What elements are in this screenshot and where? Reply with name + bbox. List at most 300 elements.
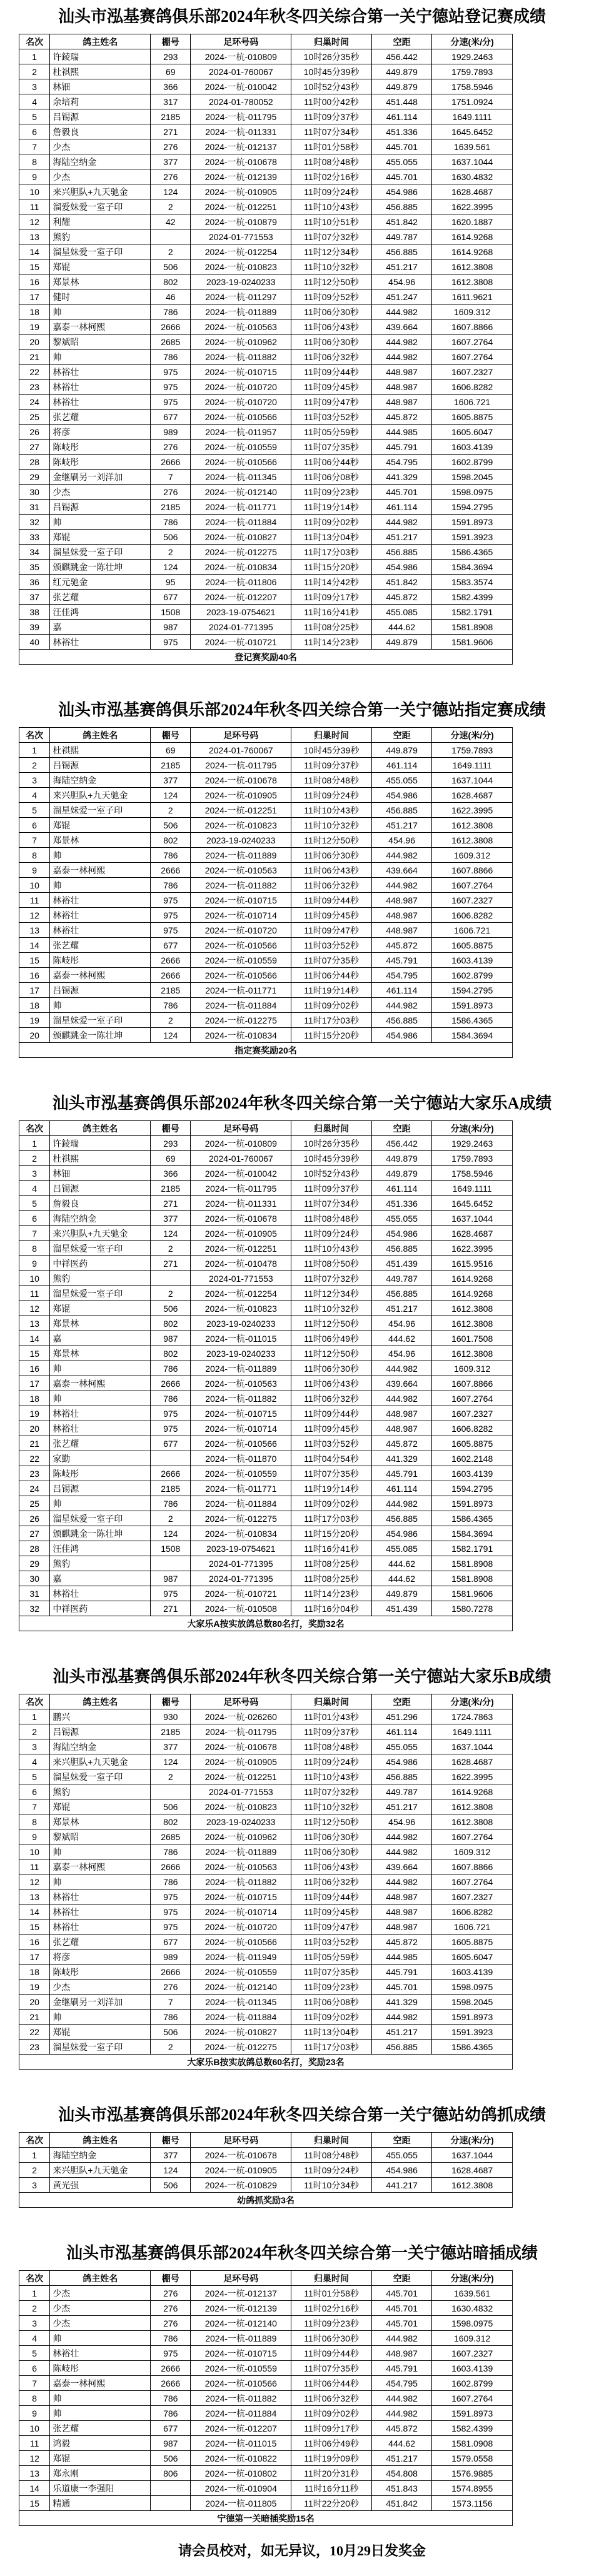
results-table bbox=[19, 1120, 513, 1631]
table-cell: 11时10分32秒 bbox=[291, 259, 372, 274]
table-cell: 2024-01-771395 bbox=[191, 1571, 291, 1586]
table-cell: 461.114 bbox=[371, 758, 431, 773]
table-cell: 3 bbox=[19, 2316, 50, 2331]
table-cell: 2024-一杭-010823 bbox=[191, 818, 291, 833]
table-cell: 506 bbox=[151, 1301, 191, 1316]
table-cell: 786 bbox=[151, 848, 191, 863]
table-cell: 2666 bbox=[151, 1376, 191, 1391]
table-cell: 4 bbox=[19, 1181, 50, 1196]
table-cell: 445.872 bbox=[371, 1935, 431, 1950]
table-cell: 802 bbox=[151, 1346, 191, 1361]
table-cell: 吕锡源 bbox=[50, 983, 151, 998]
footer-row bbox=[19, 1043, 513, 1058]
table-cell: 11时08分48秒 bbox=[291, 154, 372, 169]
table-cell: 1 bbox=[19, 2148, 50, 2163]
table-cell: 10时45分39秒 bbox=[291, 743, 372, 758]
table-row bbox=[19, 1769, 513, 1784]
table-cell: 11时10分43秒 bbox=[291, 199, 372, 214]
table-cell: 124 bbox=[151, 788, 191, 803]
table-cell: 杜祺熙 bbox=[50, 743, 151, 758]
table-cell: 溜爱妹爱一室子印 bbox=[50, 199, 151, 214]
table-cell: 455.085 bbox=[371, 605, 431, 620]
table-cell: 1584.3694 bbox=[432, 560, 513, 575]
table-cell: 20 bbox=[19, 1421, 50, 1436]
table-row bbox=[19, 184, 513, 199]
table-cell: 2024-一杭-010566 bbox=[191, 410, 291, 425]
table-cell: 1606.8282 bbox=[432, 380, 513, 395]
table-cell: 11时07分32秒 bbox=[291, 1784, 372, 1799]
table-cell: 来兴胆队+九天驰金 bbox=[50, 1754, 151, 1769]
table-cell: 448.987 bbox=[371, 908, 431, 923]
table-cell: 989 bbox=[151, 425, 191, 440]
table-cell: 11时05分59秒 bbox=[291, 425, 372, 440]
table-cell: 少杰 bbox=[50, 2301, 151, 2316]
table-cell: 林裕壮 bbox=[50, 893, 151, 908]
table-cell: 20 bbox=[19, 1995, 50, 2010]
table-cell: 276 bbox=[151, 169, 191, 184]
table-cell: 29 bbox=[19, 1556, 50, 1571]
table-cell: 444.62 bbox=[371, 1571, 431, 1586]
table-cell: 2024-一杭-010721 bbox=[191, 635, 291, 650]
table-cell: 454.986 bbox=[371, 1754, 431, 1769]
table-cell: 456.885 bbox=[371, 1241, 431, 1256]
table-cell: 786 bbox=[151, 515, 191, 530]
table-cell: 11时06分32秒 bbox=[291, 2391, 372, 2406]
table-cell: 444.982 bbox=[371, 1361, 431, 1376]
table-row bbox=[19, 425, 513, 440]
table-cell: 2024-一杭-011870 bbox=[191, 1451, 291, 1466]
table-cell: 1603.4139 bbox=[432, 1965, 513, 1980]
table-cell: 中祥医药 bbox=[50, 1256, 151, 1271]
table-cell: 1582.1791 bbox=[432, 605, 513, 620]
table-cell: 22 bbox=[19, 2025, 50, 2040]
table-cell: 34 bbox=[19, 545, 50, 560]
table-cell: 溜星妹爱一室子印 bbox=[50, 2040, 151, 2055]
table-cell: 377 bbox=[151, 1211, 191, 1226]
table-row bbox=[19, 1346, 513, 1361]
table-cell: 熊豹 bbox=[50, 1271, 151, 1286]
table-row bbox=[19, 833, 513, 848]
table-cell: 456.885 bbox=[371, 545, 431, 560]
table-cell: 11时06分43秒 bbox=[291, 1859, 372, 1874]
table-cell: 677 bbox=[151, 590, 191, 605]
table-cell: 帅 bbox=[50, 1391, 151, 1406]
table-cell: 2024-一杭-011015 bbox=[191, 1331, 291, 1346]
table-cell: 林裕壮 bbox=[50, 2346, 151, 2361]
table-cell: 1628.4687 bbox=[432, 788, 513, 803]
column-header: 名次 bbox=[19, 728, 50, 743]
table-cell: 2024-一杭-012275 bbox=[191, 1013, 291, 1028]
table-cell: 1622.3995 bbox=[432, 803, 513, 818]
table-cell: 677 bbox=[151, 2421, 191, 2436]
table-cell: 11时12分34秒 bbox=[291, 1286, 372, 1301]
table-cell: 11时06分30秒 bbox=[291, 1361, 372, 1376]
table-cell: 2024-一杭-010563 bbox=[191, 863, 291, 878]
table-cell: 9 bbox=[19, 1256, 50, 1271]
table-cell: 1581.8908 bbox=[432, 1556, 513, 1571]
table-row bbox=[19, 2421, 513, 2436]
table-cell: 1598.0975 bbox=[432, 2316, 513, 2331]
table-cell: 海陆空纳金 bbox=[50, 1739, 151, 1754]
footer-row bbox=[19, 2193, 513, 2208]
table-cell: 2024-一杭-012139 bbox=[191, 169, 291, 184]
table-cell: 2185 bbox=[151, 1724, 191, 1739]
table-cell: 林裕壮 bbox=[50, 1889, 151, 1904]
table-cell: 1612.3808 bbox=[432, 833, 513, 848]
table-cell: 2024-一杭-011882 bbox=[191, 350, 291, 365]
table-cell: 2024-一杭-010559 bbox=[191, 2361, 291, 2376]
table-cell: 1649.1111 bbox=[432, 1724, 513, 1739]
table-cell: 1591.3923 bbox=[432, 2025, 513, 2040]
table-cell: 455.055 bbox=[371, 773, 431, 788]
table-cell: 276 bbox=[151, 485, 191, 500]
table-cell: 11时09分24秒 bbox=[291, 184, 372, 199]
table-row bbox=[19, 485, 513, 500]
table-cell: 42 bbox=[151, 214, 191, 229]
table-cell: 6 bbox=[19, 1211, 50, 1226]
table-cell: 456.885 bbox=[371, 199, 431, 214]
table-row bbox=[19, 2040, 513, 2055]
table-cell: 11时09分44秒 bbox=[291, 893, 372, 908]
table-cell: 32 bbox=[19, 515, 50, 530]
table-cell: 786 bbox=[151, 1496, 191, 1511]
table-cell: 7 bbox=[19, 2376, 50, 2391]
table-cell: 11时06分08秒 bbox=[291, 1995, 372, 2010]
table-row bbox=[19, 938, 513, 953]
column-header: 足环号码 bbox=[191, 1694, 291, 1709]
table-cell: 2024-一杭-012207 bbox=[191, 2421, 291, 2436]
table-row bbox=[19, 2346, 513, 2361]
table-cell: 1609.312 bbox=[432, 848, 513, 863]
table-cell: 454.986 bbox=[371, 2163, 431, 2178]
table-cell: 1582.4399 bbox=[432, 590, 513, 605]
column-header: 棚号 bbox=[151, 728, 191, 743]
table-cell: 1612.3808 bbox=[432, 274, 513, 289]
table-cell: 444.982 bbox=[371, 2331, 431, 2346]
table-row bbox=[19, 893, 513, 908]
table-row bbox=[19, 199, 513, 214]
table-cell: 1929.2463 bbox=[432, 49, 513, 64]
table-row bbox=[19, 878, 513, 893]
table-cell: 2024-一杭-010042 bbox=[191, 1166, 291, 1181]
table-cell: 8 bbox=[19, 1814, 50, 1829]
table-cell: 506 bbox=[151, 530, 191, 545]
table-cell: 2024-一杭-010905 bbox=[191, 1754, 291, 1769]
table-cell: 乐道康一李强阳 bbox=[50, 2481, 151, 2496]
table-cell: 张艺耀 bbox=[50, 1935, 151, 1950]
table-cell: 9 bbox=[19, 863, 50, 878]
table-cell: 1614.9268 bbox=[432, 1286, 513, 1301]
table-cell: 吕锡源 bbox=[50, 758, 151, 773]
table-cell: 11时09分47秒 bbox=[291, 923, 372, 938]
table-cell: 溜星妹爱一室子印 bbox=[50, 1286, 151, 1301]
table-row bbox=[19, 818, 513, 833]
table-cell: 2 bbox=[19, 758, 50, 773]
table-cell: 溜星妹爱一室子印 bbox=[50, 545, 151, 560]
table-cell: 11时02分16秒 bbox=[291, 169, 372, 184]
table-cell: 8 bbox=[19, 154, 50, 169]
table-cell: 溜星妹爱一室子印 bbox=[50, 244, 151, 259]
column-header: 名次 bbox=[19, 34, 50, 49]
table-cell: 11时14分23秒 bbox=[291, 1586, 372, 1601]
table-cell: 鸿毅 bbox=[50, 2436, 151, 2451]
table-cell: 11时06分08秒 bbox=[291, 470, 372, 485]
table-cell: 1598.2045 bbox=[432, 1995, 513, 2010]
column-header: 棚号 bbox=[151, 34, 191, 49]
table-cell: 1606.8282 bbox=[432, 908, 513, 923]
table-cell: 6 bbox=[19, 2361, 50, 2376]
table-cell: 7 bbox=[19, 1226, 50, 1241]
section-gap bbox=[0, 2070, 604, 2098]
table-cell: 19 bbox=[19, 1406, 50, 1421]
table-cell: 6 bbox=[19, 1784, 50, 1799]
table-cell: 1639.561 bbox=[432, 139, 513, 154]
table-row bbox=[19, 229, 513, 244]
table-cell: 家勤 bbox=[50, 1451, 151, 1466]
table-cell: 1574.8955 bbox=[432, 2481, 513, 2496]
table-cell: 1 bbox=[19, 743, 50, 758]
table-cell: 987 bbox=[151, 2436, 191, 2451]
table-cell: 21 bbox=[19, 1436, 50, 1451]
table-cell: 1586.4365 bbox=[432, 1013, 513, 1028]
table-cell: 1612.3808 bbox=[432, 818, 513, 833]
header-row bbox=[19, 2271, 513, 2286]
table-cell: 1605.8875 bbox=[432, 938, 513, 953]
table-cell: 276 bbox=[151, 2301, 191, 2316]
table-cell: 少杰 bbox=[50, 2286, 151, 2301]
table-cell: 颁麒跳金一陈壮坤 bbox=[50, 560, 151, 575]
table-cell: 2024-01-771395 bbox=[191, 1556, 291, 1571]
table-cell: 293 bbox=[151, 49, 191, 64]
table-cell: 2024-一杭-011795 bbox=[191, 1181, 291, 1196]
table-cell: 11 bbox=[19, 1286, 50, 1301]
table-cell: 11时09分52秒 bbox=[291, 289, 372, 304]
section-footer: 幼鸽抓奖励3名 bbox=[19, 2193, 513, 2208]
table-cell: 1622.3995 bbox=[432, 1769, 513, 1784]
column-header: 分速(米/分) bbox=[432, 2271, 513, 2286]
table-cell: 8 bbox=[19, 2391, 50, 2406]
table-cell: 451.217 bbox=[371, 818, 431, 833]
table-cell: 448.987 bbox=[371, 1406, 431, 1421]
table-cell: 1584.3694 bbox=[432, 1526, 513, 1541]
table-cell: 1586.4365 bbox=[432, 2040, 513, 2055]
table-cell: 377 bbox=[151, 1739, 191, 1754]
table-cell: 2024-一杭-010678 bbox=[191, 2148, 291, 2163]
table-cell: 13 bbox=[19, 1889, 50, 1904]
table-cell: 36 bbox=[19, 575, 50, 590]
table-row bbox=[19, 2025, 513, 2040]
table-row bbox=[19, 470, 513, 485]
table-cell: 1591.8973 bbox=[432, 2406, 513, 2421]
table-cell: 2024-一杭-012140 bbox=[191, 1980, 291, 1995]
column-header: 分速(米/分) bbox=[432, 34, 513, 49]
table-cell: 10时52分43秒 bbox=[291, 79, 372, 94]
table-row bbox=[19, 1451, 513, 1466]
table-cell: 1612.3808 bbox=[432, 1301, 513, 1316]
table-cell: 456.885 bbox=[371, 1286, 431, 1301]
table-row bbox=[19, 1211, 513, 1226]
column-header: 空距 bbox=[371, 728, 431, 743]
table-cell: 441.217 bbox=[371, 2178, 431, 2193]
table-cell: 2 bbox=[151, 199, 191, 214]
table-cell: 21 bbox=[19, 2010, 50, 2025]
table-row bbox=[19, 1331, 513, 1346]
table-row bbox=[19, 244, 513, 259]
table-cell: 448.987 bbox=[371, 380, 431, 395]
table-row bbox=[19, 380, 513, 395]
table-cell: 1620.1887 bbox=[432, 214, 513, 229]
table-cell: 975 bbox=[151, 1586, 191, 1601]
table-cell: 1607.2764 bbox=[432, 1874, 513, 1889]
table-cell: 1611.9621 bbox=[432, 289, 513, 304]
table-row bbox=[19, 998, 513, 1013]
table-cell: 439.664 bbox=[371, 1376, 431, 1391]
table-cell: 1609.312 bbox=[432, 2331, 513, 2346]
results-table bbox=[19, 34, 513, 665]
table-cell: 1579.0558 bbox=[432, 2451, 513, 2466]
table-cell: 11时06分32秒 bbox=[291, 878, 372, 893]
table-cell: 11时09分23秒 bbox=[291, 485, 372, 500]
table-cell: 林钿 bbox=[50, 1166, 151, 1181]
column-header: 棚号 bbox=[151, 2271, 191, 2286]
table-cell: 802 bbox=[151, 1814, 191, 1829]
table-cell: 11时10分34秒 bbox=[291, 2178, 372, 2193]
table-cell: 1573.1156 bbox=[432, 2496, 513, 2511]
table-cell: 786 bbox=[151, 2010, 191, 2025]
table-cell: 2024-一杭-011889 bbox=[191, 2331, 291, 2346]
column-header: 鸽主姓名 bbox=[50, 34, 151, 49]
table-cell: 帅 bbox=[50, 1874, 151, 1889]
table-row bbox=[19, 1028, 513, 1043]
table-row bbox=[19, 743, 513, 758]
table-cell: 454.96 bbox=[371, 274, 431, 289]
table-cell: 帅 bbox=[50, 2331, 151, 2346]
table-cell: 454.986 bbox=[371, 184, 431, 199]
table-cell: 红元驰金 bbox=[50, 575, 151, 590]
table-row bbox=[19, 635, 513, 650]
table-cell: 2024-一杭-011949 bbox=[191, 1950, 291, 1965]
table-cell: 帅 bbox=[50, 878, 151, 893]
table-cell: 2 bbox=[151, 1013, 191, 1028]
table-cell: 317 bbox=[151, 94, 191, 109]
table-cell: 445.791 bbox=[371, 2361, 431, 2376]
result-section bbox=[0, 1087, 604, 1631]
table-cell: 郑景林 bbox=[50, 833, 151, 848]
table-row bbox=[19, 109, 513, 124]
table-cell: 987 bbox=[151, 1331, 191, 1346]
table-cell: 445.791 bbox=[371, 953, 431, 968]
table-row bbox=[19, 1799, 513, 1814]
table-cell: 5 bbox=[19, 1196, 50, 1211]
table-cell: 1586.4365 bbox=[432, 1511, 513, 1526]
table-cell: 吕锡源 bbox=[50, 1724, 151, 1739]
table-cell bbox=[151, 2481, 191, 2496]
table-cell: 12 bbox=[19, 214, 50, 229]
section-title: 汕头市泓基赛鸽俱乐部2024年秋冬四关综合第一关宁德站暗插成绩 bbox=[66, 2244, 538, 2262]
table-cell: 31 bbox=[19, 1586, 50, 1601]
column-header: 名次 bbox=[19, 2133, 50, 2148]
table-cell: 18 bbox=[19, 1391, 50, 1406]
column-header: 足环号码 bbox=[191, 34, 291, 49]
table-cell: 1645.6452 bbox=[432, 124, 513, 139]
closing-note: 请会员校对，如无异议，10月29日发奖金 bbox=[178, 2543, 426, 2558]
table-cell: 少杰 bbox=[50, 139, 151, 154]
table-cell: 271 bbox=[151, 1196, 191, 1211]
table-cell: 1605.8875 bbox=[432, 1935, 513, 1950]
table-row bbox=[19, 1436, 513, 1451]
table-cell: 11时22分20秒 bbox=[291, 2496, 372, 2511]
table-cell: 11时14分42秒 bbox=[291, 575, 372, 590]
table-cell: 2024-一杭-010715 bbox=[191, 365, 291, 380]
table-cell: 11时10分32秒 bbox=[291, 1301, 372, 1316]
table-cell: 11时05分59秒 bbox=[291, 1950, 372, 1965]
table-cell: 1591.8973 bbox=[432, 515, 513, 530]
column-header: 名次 bbox=[19, 2271, 50, 2286]
table-cell: 439.664 bbox=[371, 319, 431, 335]
table-cell: 2 bbox=[151, 1286, 191, 1301]
table-cell: 5 bbox=[19, 1769, 50, 1784]
table-cell: 444.62 bbox=[371, 1556, 431, 1571]
table-cell: 448.987 bbox=[371, 923, 431, 938]
table-row bbox=[19, 2376, 513, 2391]
table-cell: 1 bbox=[19, 49, 50, 64]
column-header: 鸽主姓名 bbox=[50, 2271, 151, 2286]
table-cell: 11时06分32秒 bbox=[291, 1874, 372, 1889]
table-cell: 1628.4687 bbox=[432, 184, 513, 199]
table-cell: 1614.9268 bbox=[432, 1271, 513, 1286]
table-cell: 11时07分35秒 bbox=[291, 953, 372, 968]
table-cell: 11 bbox=[19, 893, 50, 908]
results-table bbox=[19, 2132, 513, 2208]
table-cell: 1591.3923 bbox=[432, 530, 513, 545]
table-row bbox=[19, 530, 513, 545]
table-cell: 451.217 bbox=[371, 2025, 431, 2040]
table-row bbox=[19, 1995, 513, 2010]
table-cell: 444.982 bbox=[371, 1391, 431, 1406]
table-cell: 溜星妹爱一室子印 bbox=[50, 1241, 151, 1256]
table-cell: 11时09分44秒 bbox=[291, 1889, 372, 1904]
table-cell: 444.982 bbox=[371, 848, 431, 863]
table-cell: 7 bbox=[151, 1995, 191, 2010]
table-cell: 2024-一杭-012137 bbox=[191, 139, 291, 154]
table-cell: 2024-一杭-010822 bbox=[191, 2451, 291, 2466]
table-cell: 441.329 bbox=[371, 1995, 431, 2010]
table-cell: 2024-一杭-011015 bbox=[191, 2436, 291, 2451]
table-cell: 2024-一杭-010042 bbox=[191, 79, 291, 94]
table-cell: 12 bbox=[19, 2451, 50, 2466]
table-cell: 445.701 bbox=[371, 2316, 431, 2331]
table-cell: 2024-一杭-012251 bbox=[191, 803, 291, 818]
table-cell: 7 bbox=[19, 139, 50, 154]
column-header: 名次 bbox=[19, 1121, 50, 1136]
table-cell: 11时10分43秒 bbox=[291, 1769, 372, 1784]
table-cell: 449.787 bbox=[371, 1784, 431, 1799]
table-cell: 786 bbox=[151, 304, 191, 319]
table-cell: 449.787 bbox=[371, 229, 431, 244]
table-cell: 11时07分35秒 bbox=[291, 2361, 372, 2376]
table-cell: 10 bbox=[19, 2421, 50, 2436]
table-cell: 溜星妹爱一室子印 bbox=[50, 1511, 151, 1526]
column-header: 棚号 bbox=[151, 1694, 191, 1709]
table-cell: 3 bbox=[19, 2178, 50, 2193]
table-cell: 2024-一杭-010834 bbox=[191, 1028, 291, 1043]
table-cell: 11时20分31秒 bbox=[291, 2466, 372, 2481]
table-cell: 林钿 bbox=[50, 79, 151, 94]
table-cell: 2024-一杭-011806 bbox=[191, 575, 291, 590]
table-cell: 11时07分35秒 bbox=[291, 1965, 372, 1980]
table-cell: 444.982 bbox=[371, 2406, 431, 2421]
table-cell: 健时 bbox=[50, 289, 151, 304]
